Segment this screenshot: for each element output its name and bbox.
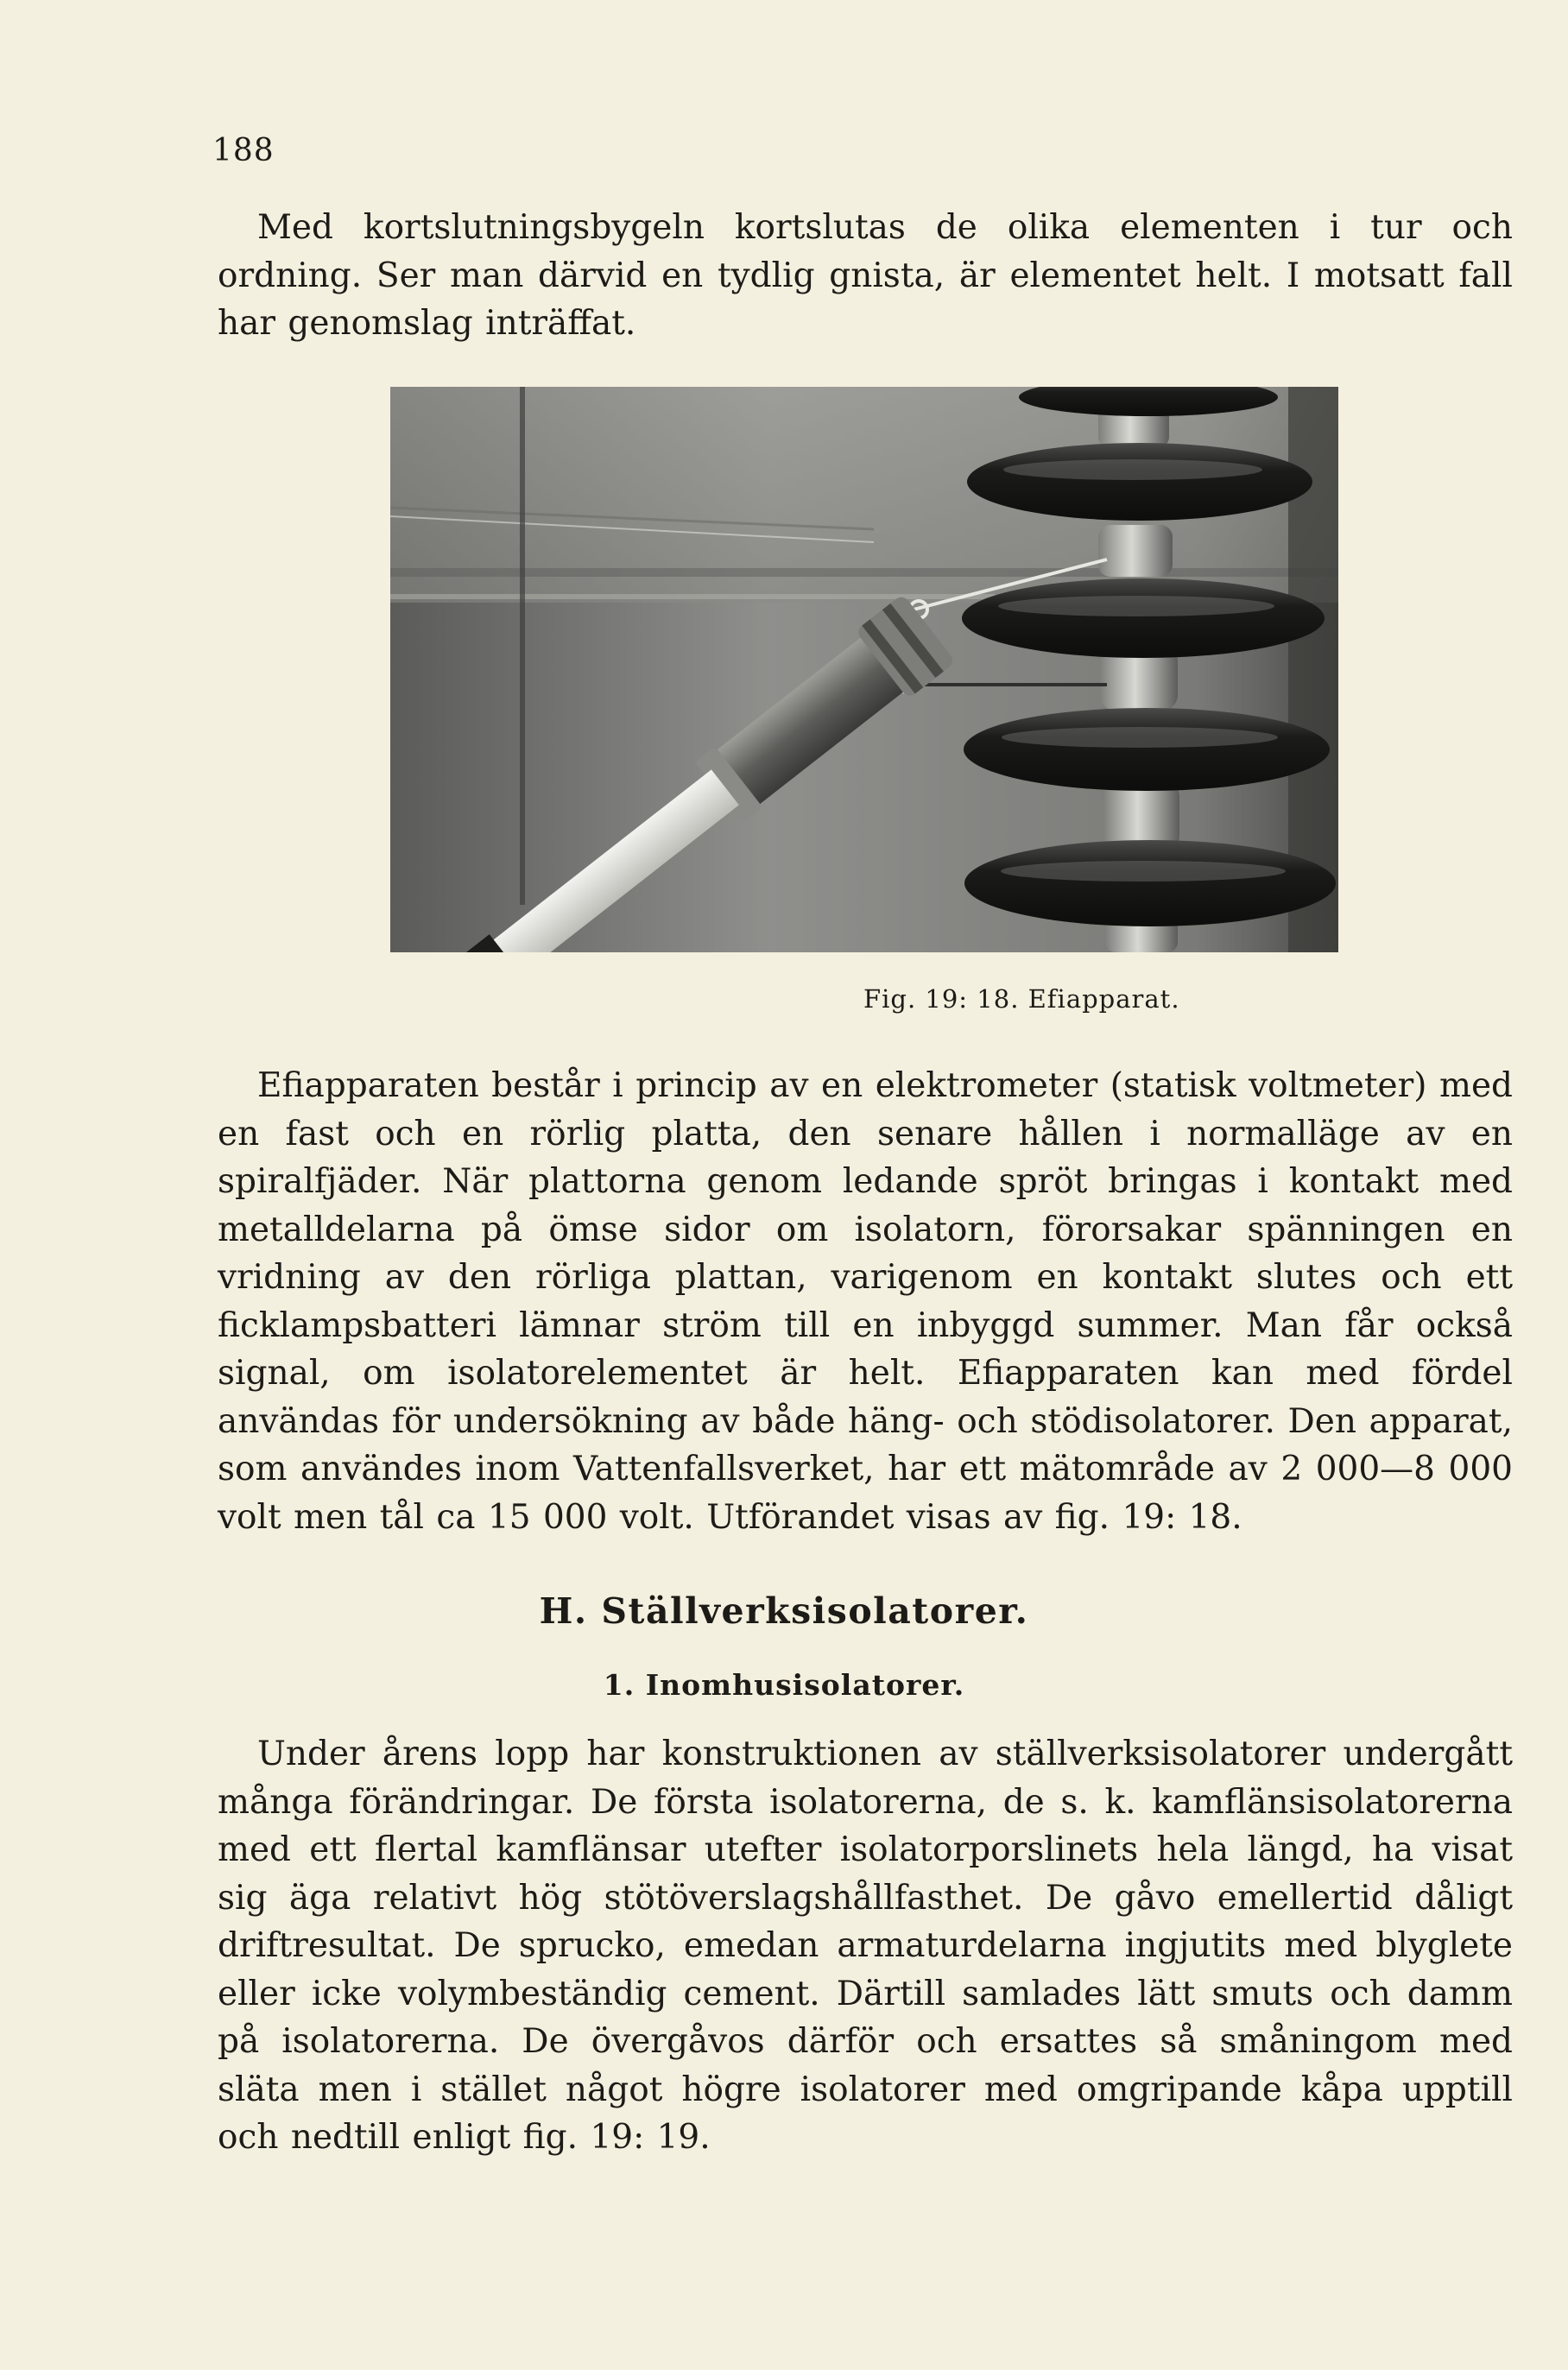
figure-photo	[390, 387, 1338, 952]
section-heading: H. Ställverksisolatorer.	[539, 1590, 1029, 1632]
caption-label: Fig. 19: 18.	[863, 984, 1020, 1014]
intro-paragraph	[218, 204, 1513, 348]
paragraph-2-text: Under årens lopp har konstruktionen av ställverksisolatorer undergått många förändringar. De första isolatorerna, de s. k. kamflänsisolatorerna med ett flertal kamflänsar utefter isolatorporslinets hela längd, ha visat sig äga relativt hög stötöverslagshållfasthet. De gåvo emellertid dåligt driftresultat. De sprucko, emedan armaturdelarna ingjutits med blyglete eller icke volymbeständig cement. Därtill samlades lätt smuts och damm på isolatorerna. De övergåvos därför och ersattes så småningom med släta men i stället något högre isolatorer med omgripande kåpa upptill och nedtill enligt fig. 19: 19.	[218, 1735, 1513, 2157]
caption-text: Efiapparat.	[1027, 984, 1180, 1014]
intro-text: Med kortslutningsbygeln kortslutas de olika elementen i tur och ordning. Ser man därvid en tydlig gnista, är elementet helt. I motsatt fall har genomslag inträffat.	[218, 208, 1513, 343]
body-paragraph-1	[218, 1062, 1513, 1541]
efiapparat-photo	[390, 387, 1338, 952]
figure-caption	[863, 984, 1520, 1014]
page-number: 188	[212, 133, 275, 168]
body-paragraph-2	[218, 1730, 1513, 2162]
subsection-heading: 1. Inomhusisolatorer.	[603, 1668, 965, 1702]
paragraph-1-text: Efiapparaten består i princip av en elektrometer (statisk voltmeter) med en fast och en rörlig platta, den senare hållen i normalläge av en spiralfjäder. När plattorna genom ledande spröt bringas i kontakt med metalldelarna på ömse sidor om isolatorn, förorsakar spänningen en vridning av den rörliga plattan, varigenom en kontakt slutes och ett ficklampsbatteri lämnar ström till en inbyggd summer. Man får också signal, om isolatorelementet är helt. Efiapparaten kan med fördel användas för undersökning av både häng- och stödisolatorer. Den apparat, som användes inom Vattenfallsverket, har ett mätområde av 2 000—8 000 volt men tål ca 15 000 volt. Utförandet visas av fig. 19: 18.	[218, 1066, 1513, 1537]
